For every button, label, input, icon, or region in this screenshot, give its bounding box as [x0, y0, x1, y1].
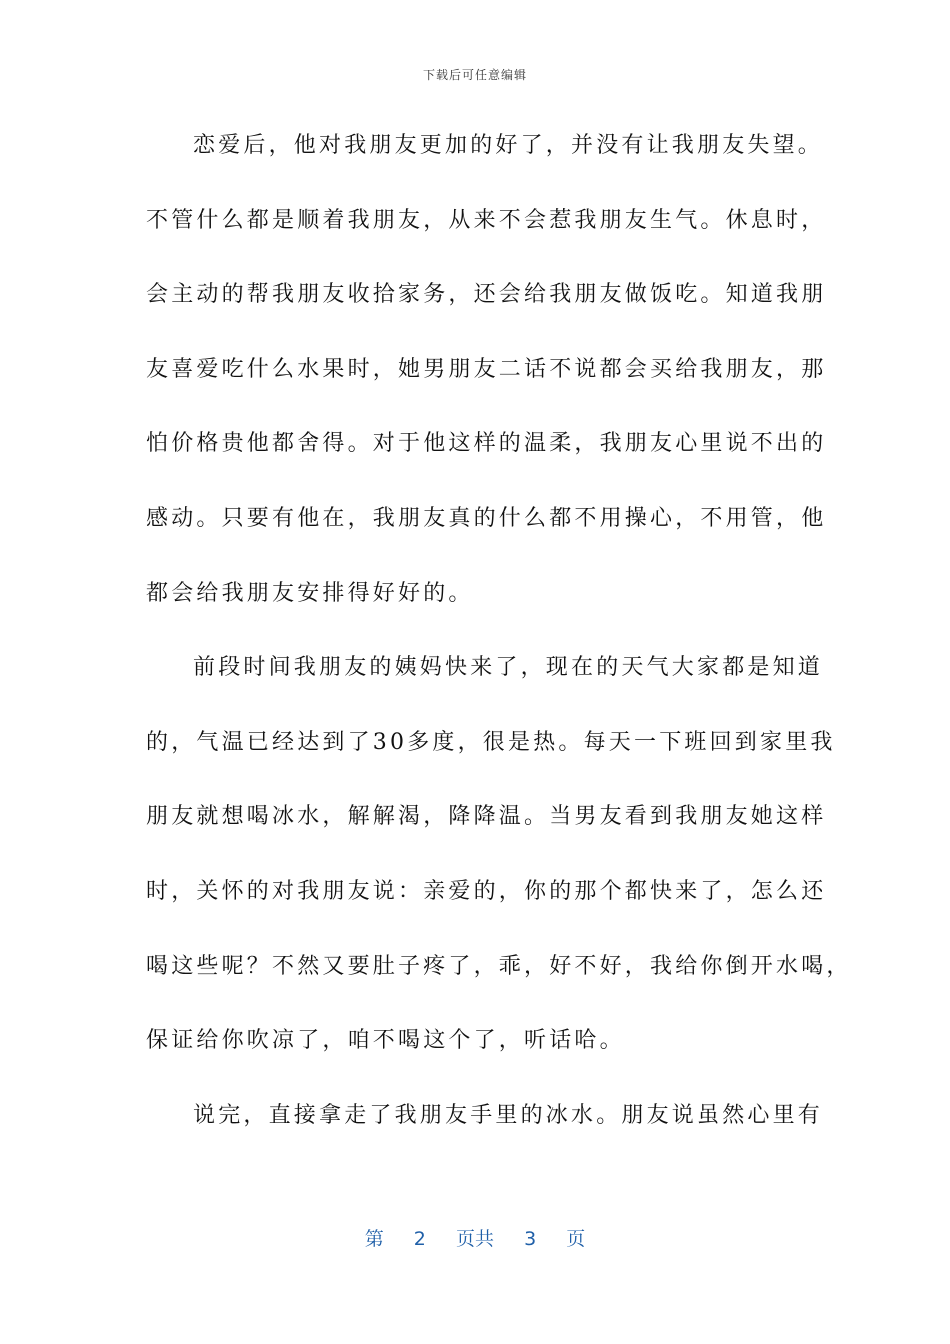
text-line: 怕价格贵他都舍得。对于他这样的温柔，我朋友心里说不出的	[146, 431, 827, 457]
document-body	[146, 116, 852, 1160]
text-line: 会主动的帮我朋友收拾家务，还会给我朋友做饭吃。知道我朋	[146, 282, 827, 308]
footer-suffix: 页	[566, 1228, 586, 1250]
footer-current-page: 2	[413, 1228, 426, 1250]
text-line: 友喜爱吃什么水果时，她男朋友二话不说都会买给我朋友，那	[146, 356, 827, 382]
text-line: 恋爱后，他对我朋友更加的好了，并没有让我朋友失望。	[193, 133, 824, 158]
footer-total-pages: 3	[524, 1228, 537, 1250]
footer-prefix: 第	[364, 1228, 384, 1250]
text-line: 感动。只要有他在，我朋友真的什么都不用操心，不用管，他	[146, 505, 827, 531]
text-line: 保证给你吹凉了，咱不喝这个了，听话哈。	[146, 1028, 625, 1054]
footer-middle: 页共	[455, 1228, 494, 1250]
text-line: 的，气温已经达到了30多度，很是热。每天一下班回到家里我	[146, 729, 836, 755]
text-line: 前段时间我朋友的姨妈快来了，现在的天气大家都是知道	[193, 655, 824, 681]
text-line: 说完，直接拿走了我朋友手里的冰水。朋友说虽然心里有	[193, 1102, 824, 1128]
text-line: 朋友就想喝冰水，解解渴，降降温。当男友看到我朋友她这样	[146, 804, 827, 830]
text-line: 都会给我朋友安排得好好的。	[146, 580, 474, 606]
text-line: 喝这些呢？不然又要肚子疼了，乖，好不好，我给你倒开水喝，	[146, 953, 852, 979]
page-header: 下载后可任意编辑	[422, 68, 527, 82]
page-footer	[0, 1224, 950, 1251]
text-line: 不管什么都是顺着我朋友，从来不会惹我朋友生气。休息时，	[146, 207, 827, 233]
text-line: 时，关怀的对我朋友说：亲爱的，你的那个都快来了，怎么还	[146, 878, 827, 904]
